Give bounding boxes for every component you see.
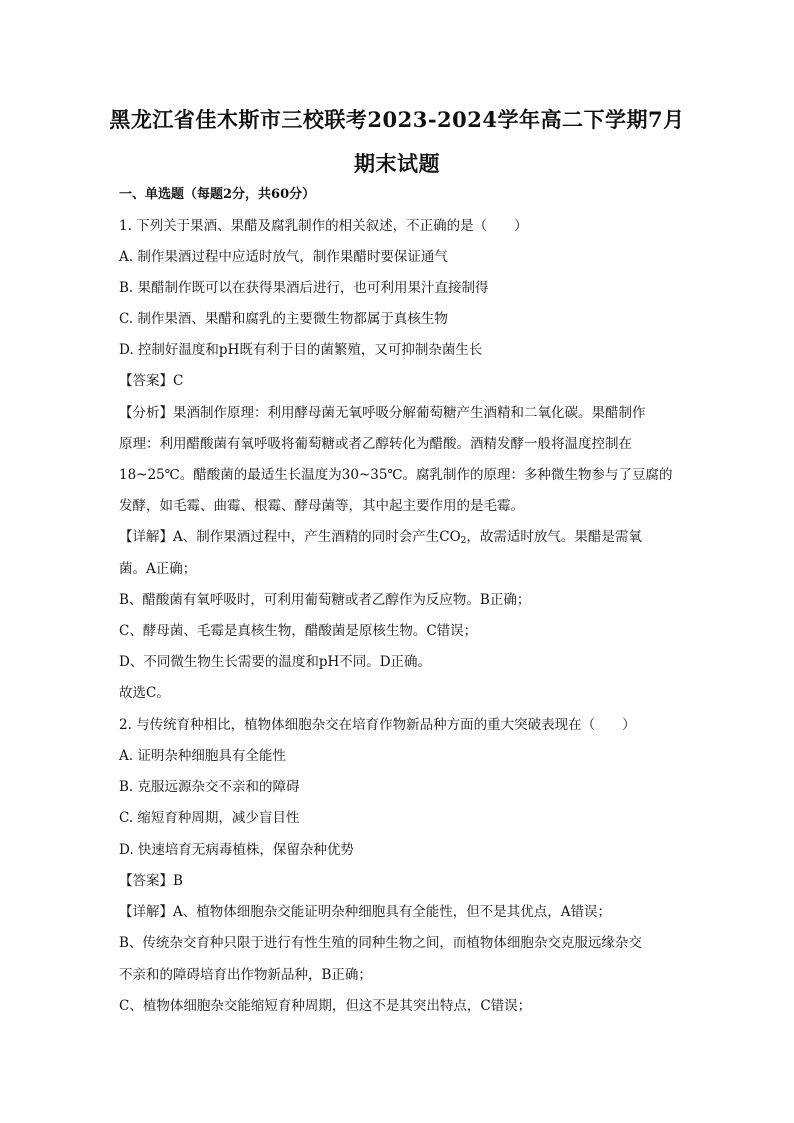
question-2-detail-line: 不亲和的障碍培育出作物新品种，B正确； bbox=[119, 967, 372, 983]
question-2-option-a: A. 证明杂种细胞具有全能性 bbox=[119, 748, 286, 764]
document-title-line-2: 期末试题 bbox=[354, 151, 440, 176]
subscript-text: 2 bbox=[460, 536, 467, 546]
question-1-analysis-line: 原理：利用醋酸菌有氧呼吸将葡萄糖或者乙醇转化为醋酸。酒精发酵一般将温度控制在 bbox=[119, 436, 632, 452]
question-1-option-b: B. 果醋制作既可以在获得果酒后进行，也可利用果汁直接制得 bbox=[119, 280, 489, 296]
question-1-detail-line: B、醋酸菌有氧呼吸时，可利用葡萄糖或者乙醇作为反应物。B正确； bbox=[119, 592, 531, 608]
detail-text: 【详解】A、制作果酒过程中，产生酒精的同时会产生CO bbox=[119, 529, 461, 545]
question-1-option-d: D. 控制好温度和pH既有利于目的菌繁殖，又可抑制杂菌生长 bbox=[119, 342, 483, 358]
document-title-line-1: 黑龙江省佳木斯市三校联考2023-2024学年高二下学期7月 bbox=[109, 107, 685, 132]
question-2-detail-line: C、植物体细胞杂交能缩短育种周期，但这不是其突出特点，C错误； bbox=[119, 998, 532, 1014]
question-1-detail-line: C、酵母菌、毛霉是真核生物，醋酸菌是原核生物。C错误； bbox=[119, 623, 478, 639]
question-2-option-c: C. 缩短育种周期，减少盲目性 bbox=[119, 810, 300, 826]
question-1-conclusion: 故选C。 bbox=[119, 685, 170, 701]
question-2-stem: 2. 与传统育种相比，植物体细胞杂交在培育作物新品种方面的重大突破表现在（ ） bbox=[119, 717, 636, 733]
question-1-detail-line: D、不同微生物生长需要的温度和pH不同。D正确。 bbox=[119, 654, 432, 670]
question-2-option-b: B. 克服远源杂交不亲和的障碍 bbox=[119, 779, 300, 795]
section-header: 一、单选题（每题2分，共60分） bbox=[119, 187, 316, 202]
question-1-option-a: A. 制作果酒过程中应适时放气，制作果醋时要保证通气 bbox=[119, 249, 448, 265]
question-2-detail-line: 【详解】A、植物体细胞杂交能证明杂种细胞具有全能性，但不是其优点，A错误； bbox=[119, 904, 611, 920]
question-2-answer: 【答案】B bbox=[119, 873, 183, 889]
question-2-detail-line: B、传统杂交育种只限于进行有性生殖的同种生物之间，而植物体细胞杂交克服远缘杂交 bbox=[119, 935, 642, 951]
question-1-detail-line bbox=[119, 528, 679, 546]
question-1-answer: 【答案】C bbox=[119, 373, 184, 389]
question-1-detail-line: 菌。A正确； bbox=[119, 561, 197, 577]
question-1-analysis-line: 发酵，如毛霉、曲霉、根霉、酵母菌等，其中起主要作用的是毛霉。 bbox=[119, 498, 524, 514]
detail-text: ，故需适时放气。果醋是需氧 bbox=[466, 529, 642, 545]
question-1-option-c: C. 制作果酒、果醋和腐乳的主要微生物都属于真核生物 bbox=[119, 311, 448, 327]
question-1-analysis-line: 18~25℃。醋酸菌的最适生长温度为30~35℃。腐乳制作的原理：多种微生物参与了豆腐的 bbox=[119, 467, 673, 483]
question-1-analysis-line: 【分析】果酒制作原理：利用酵母菌无氧呼吸分解葡萄糖产生酒精和二氧化碳。果醋制作 bbox=[119, 405, 646, 421]
question-1-stem: 1. 下列关于果酒、果醋及腐乳制作的相关叙述，不正确的是（ ） bbox=[119, 218, 528, 234]
question-2-option-d: D. 快速培育无病毒植株，保留杂种优势 bbox=[119, 842, 354, 858]
